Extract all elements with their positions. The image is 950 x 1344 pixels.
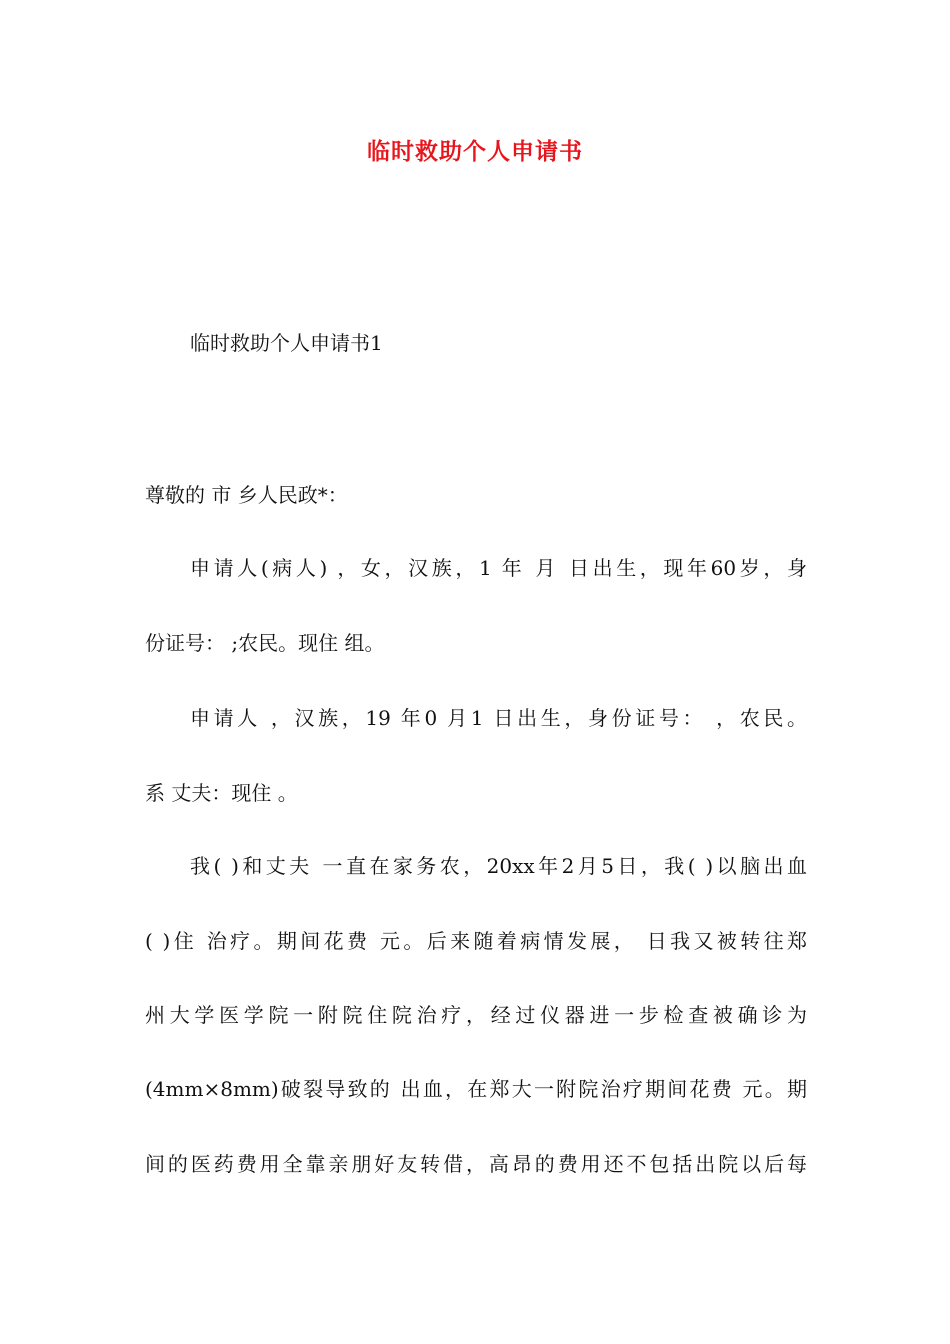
document-subtitle: 临时救助个人申请书1 — [190, 331, 383, 355]
paragraph-line-5: 我( )和丈夫 一直在家务农，20xx年2月5日，我( )以脑出血 — [190, 854, 807, 878]
paragraph-line-2: 份证号： ;农民。现住 组。 — [145, 631, 385, 655]
paragraph-line-1: 申请人(病人) ，女，汉族，1 年 月 日出生，现年60岁，身 — [190, 556, 807, 580]
paragraph-line-4: 系 丈夫：现住 。 — [145, 781, 298, 805]
salutation: 尊敬的 市 乡人民政*： — [145, 483, 348, 507]
paragraph-line-6: ( )住 治疗。期间花费 元。后来随着病情发展， 日我又被转往郑 — [145, 929, 807, 953]
paragraph-line-3: 申请人 ，汉族，19 年0 月1 日出生，身份证号： ，农民。 — [190, 706, 807, 730]
paragraph-line-8: (4mm×8mm)破裂导致的 出血，在郑大一附院治疗期间花费 元。期 — [145, 1077, 807, 1101]
paragraph-line-7: 州大学医学院一附院住院治疗，经过仪器进一步检查被确诊为 — [145, 1003, 807, 1027]
paragraph-line-9: 间的医药费用全靠亲朋好友转借，高昂的费用还不包括出院以后每 — [145, 1152, 807, 1176]
document-title: 临时救助个人申请书 — [367, 138, 583, 165]
